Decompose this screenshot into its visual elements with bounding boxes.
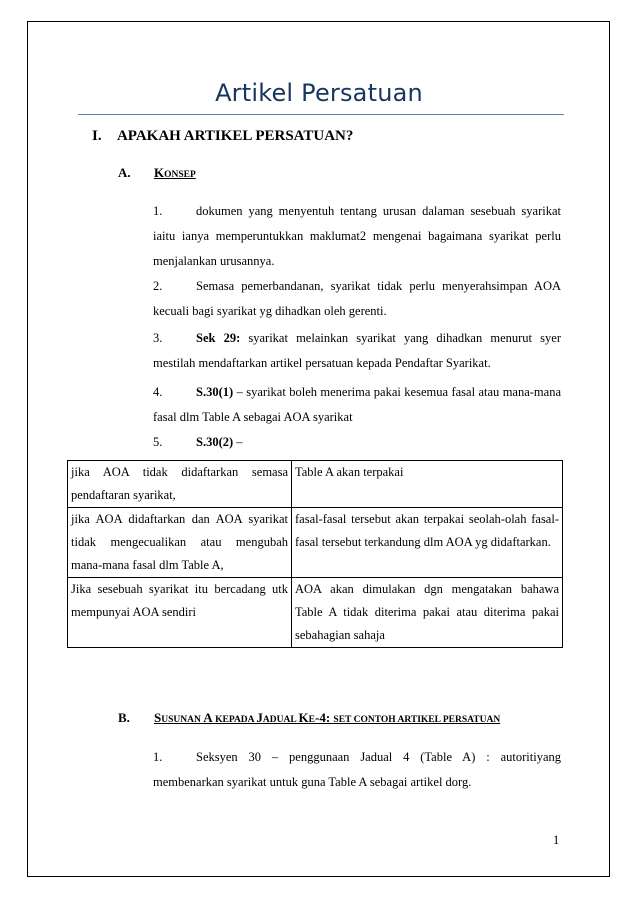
list-item <box>153 199 561 274</box>
subheading-number: A. <box>118 165 131 180</box>
title-part: K <box>298 710 309 725</box>
table-row <box>68 578 563 648</box>
item-number: 2. <box>153 279 163 293</box>
item-number: 3. <box>153 331 163 345</box>
item-text: – syarikat boleh menerima pakai kesemua fasal atau mana-mana fasal dlm Table A sebagai AOA syarikat <box>153 385 561 424</box>
list-item <box>153 274 561 324</box>
list-item <box>153 326 561 376</box>
title-part: J <box>256 710 263 725</box>
table-cell-condition: jika AOA tidak didaftarkan semasa pendaftaran syarikat, <box>68 461 292 508</box>
item-text: syarikat melainkan syarikat yang dihadkan menurut syer mestilah mendaftarkan artikel persatuan kepada Pendaftar Syarikat. <box>153 331 561 370</box>
item-text: Semasa pemerbandanan, syarikat tidak perlu menyerahsimpan AOA kecuali bagi syarikat yg dihadkan oleh gerenti. <box>153 279 561 318</box>
list-item <box>153 745 561 795</box>
title-part: USUNAN <box>161 715 204 725</box>
document-title: Artikel Persatuan <box>215 79 423 107</box>
item-text: – <box>233 435 243 449</box>
table-row <box>68 461 563 508</box>
subheading-number: B. <box>118 710 130 725</box>
table-cell-result: Table A akan terpakai <box>292 461 563 508</box>
item-text: Seksyen 30 – penggunaan Jadual 4 (Table A) : autoritiyang membenarkan syarikat untuk guna Table A sebagai artikel dorg. <box>153 750 561 789</box>
title-part: E <box>308 715 315 725</box>
table-cell-result: fasal-fasal tersebut akan terpakai seolah-olah fasal-fasal tersebut terkandung dlm AOA yg didaftarkan. <box>292 508 563 578</box>
section-number: I. <box>92 128 102 144</box>
title-part: ADUAL <box>262 715 299 725</box>
item-number: 1. <box>153 750 163 764</box>
list-item <box>153 430 561 455</box>
title-part: A <box>203 710 216 725</box>
subheading-title-initial: K <box>154 165 165 180</box>
item-number: 1. <box>153 204 163 218</box>
page-number: 1 <box>553 833 560 847</box>
section-title: APAKAH ARTIKEL PERSATUAN? <box>116 128 354 144</box>
table-a-rules <box>67 460 563 648</box>
subheading-title <box>154 165 196 181</box>
subheading-title <box>154 710 500 726</box>
item-number: 5. <box>153 435 163 449</box>
title-part: -4: <box>315 710 334 725</box>
subheading-b <box>118 710 568 728</box>
subheading-a <box>118 165 418 183</box>
item-number: 4. <box>153 385 163 399</box>
table-cell-condition: jika AOA didaftarkan dan AOA syarikat tidak mengecualikan atau mengubah mana-mana fasal dlm Table A, <box>68 508 292 578</box>
item-citation: S.30(1) <box>196 385 234 399</box>
list-item <box>153 380 561 430</box>
table-cell-condition: Jika sesebuah syarikat itu bercadang utk mempunyai AOA sendiri <box>68 578 292 648</box>
title-part: SET CONTOH ARTIKEL PERSATUAN <box>333 715 501 725</box>
title-underline <box>78 114 564 115</box>
item-citation: S.30(2) <box>196 435 234 449</box>
subheading-title-rest: ONSEP <box>164 170 196 180</box>
title-part: KEPADA <box>215 715 257 725</box>
item-citation: Sek 29: <box>196 331 241 345</box>
section-heading-1 <box>92 128 353 145</box>
title-part: S <box>154 710 162 725</box>
item-text: dokumen yang menyentuh tentang urusan dalaman sesebuah syarikat iaitu ianya memperuntukkan maklumat2 mengenai bagaimana syarikat perlu menjalankan urusannya. <box>153 204 561 268</box>
table-cell-result: AOA akan dimulakan dgn mengatakan bahawa Table A tidak diterima pakai atau diterima pakai sebahagian sahaja <box>292 578 563 648</box>
table-row <box>68 508 563 578</box>
